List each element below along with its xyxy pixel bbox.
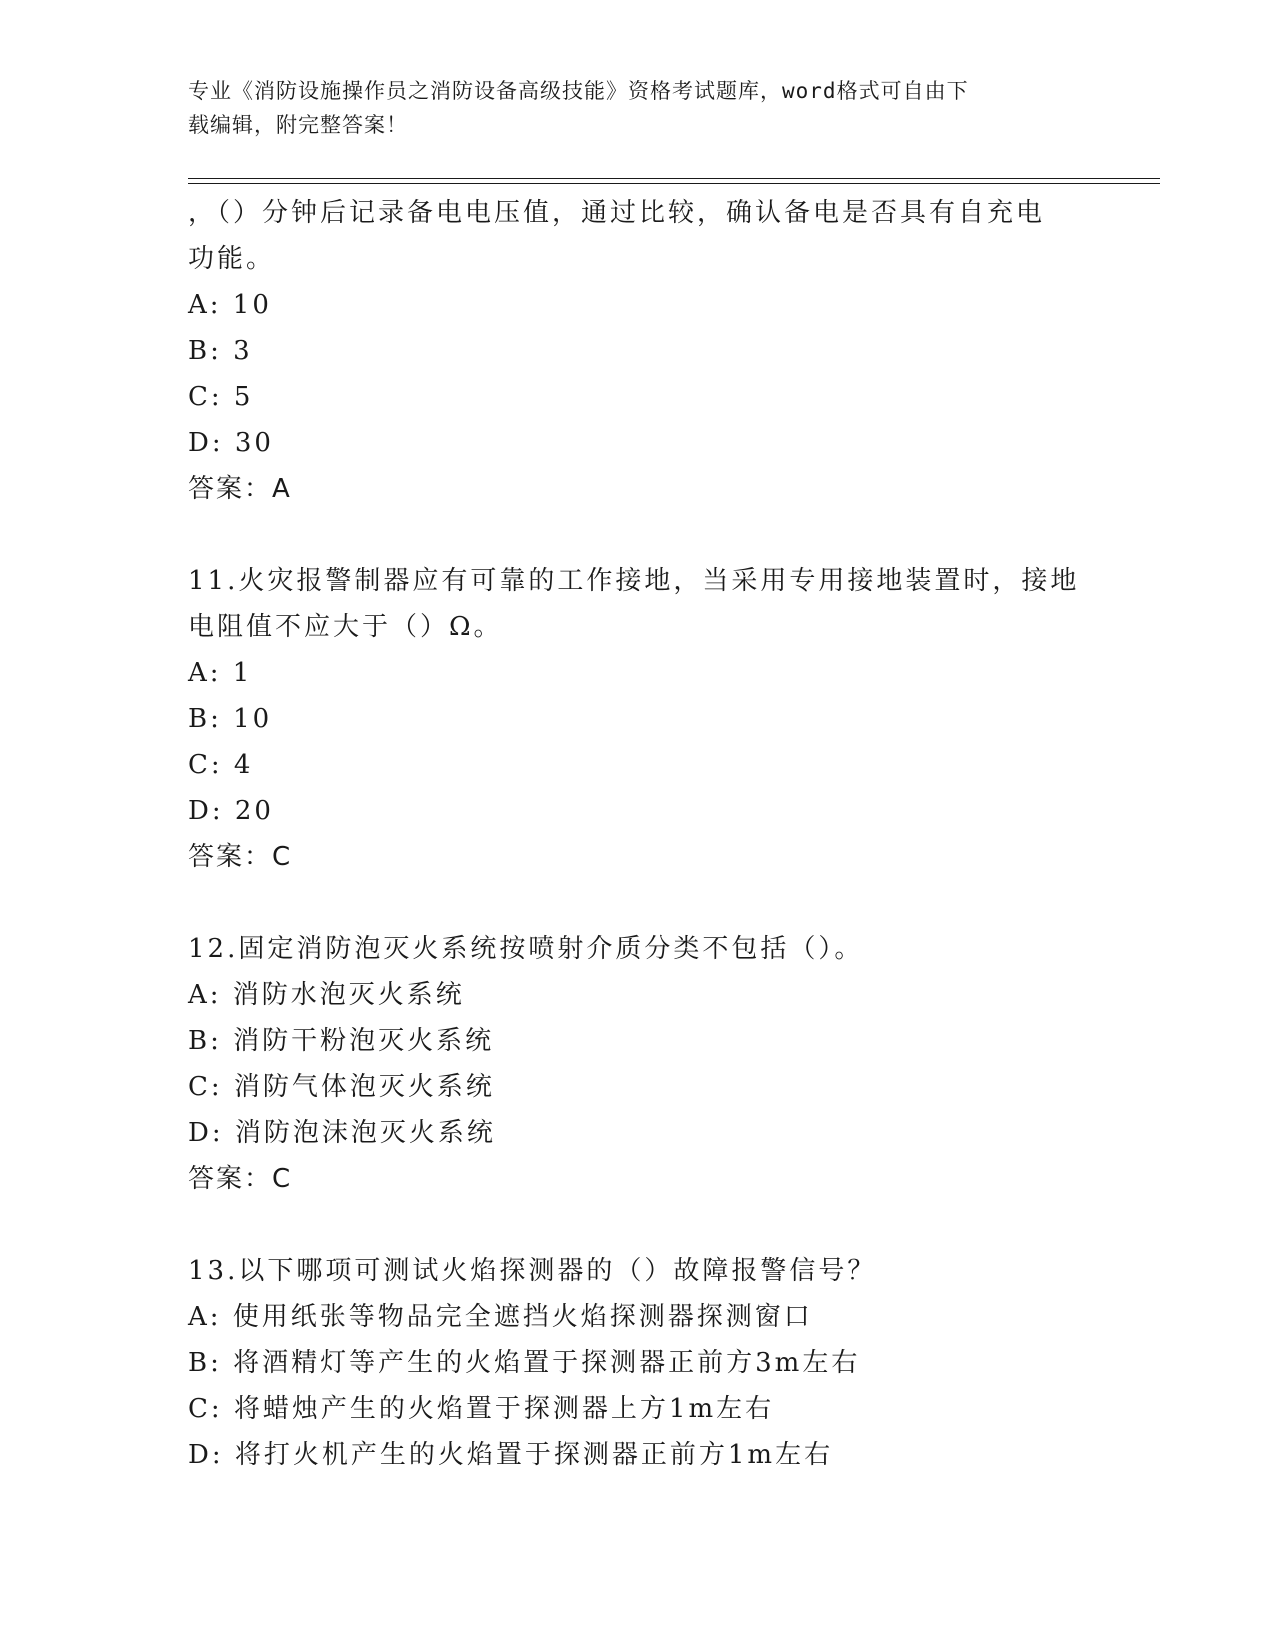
option-c: C: 4 [188, 750, 254, 780]
option-d: D: 20 [188, 796, 274, 826]
header-divider-bottom [188, 183, 1160, 184]
question-text: 电阻值不应大于（）Ω。 [188, 612, 503, 642]
option-b: B: 将酒精灯等产生的火焰置于探测器正前方3m左右 [188, 1348, 861, 1378]
option-b: B: 3 [188, 336, 253, 366]
spacer [188, 1202, 1088, 1248]
question-text: ，（）分钟后记录备电电压值，通过比较，确认备电是否具有自充电 [188, 198, 1046, 228]
question-11 [188, 558, 1088, 880]
question-13 [188, 1248, 1088, 1478]
answer: 答案：A [188, 474, 292, 504]
answer: 答案：C [188, 1164, 293, 1194]
option-b: B: 10 [188, 704, 273, 734]
question-text: 功能。 [188, 244, 276, 274]
option-b: B: 消防干粉泡灭火系统 [188, 1026, 495, 1056]
header-divider-top [188, 178, 1160, 179]
document-header [188, 74, 1068, 142]
option-a: A: 10 [188, 290, 272, 320]
option-a: A: 1 [188, 658, 253, 688]
option-c: C: 消防气体泡灭火系统 [188, 1072, 495, 1102]
header-line-2: 载编辑，附完整答案！ [188, 113, 408, 137]
option-c: C: 将蜡烛产生的火焰置于探测器上方1m左右 [188, 1394, 775, 1424]
option-d: D: 将打火机产生的火焰置于探测器正前方1m左右 [188, 1440, 834, 1470]
question-text: 12.固定消防泡灭火系统按喷射介质分类不包括（）。 [188, 934, 864, 964]
spacer [188, 880, 1088, 926]
header-line-1: 专业《消防设施操作员之消防设备高级技能》资格考试题库，word格式可自由下 [188, 79, 969, 103]
question-list [188, 190, 1088, 1478]
option-a: A: 使用纸张等物品完全遮挡火焰探测器探测窗口 [188, 1302, 813, 1332]
question-12 [188, 926, 1088, 1202]
answer: 答案：C [188, 842, 293, 872]
option-a: A: 消防水泡灭火系统 [188, 980, 465, 1010]
question-text: 11.火灾报警制器应有可靠的工作接地，当采用专用接地装置时，接地 [188, 566, 1080, 596]
option-c: C: 5 [188, 382, 254, 412]
question-text: 13.以下哪项可测试火焰探测器的（）故障报警信号？ [188, 1256, 877, 1286]
question-10 [188, 190, 1088, 512]
option-d: D: 30 [188, 428, 274, 458]
spacer [188, 512, 1088, 558]
option-d: D: 消防泡沫泡灭火系统 [188, 1118, 496, 1148]
